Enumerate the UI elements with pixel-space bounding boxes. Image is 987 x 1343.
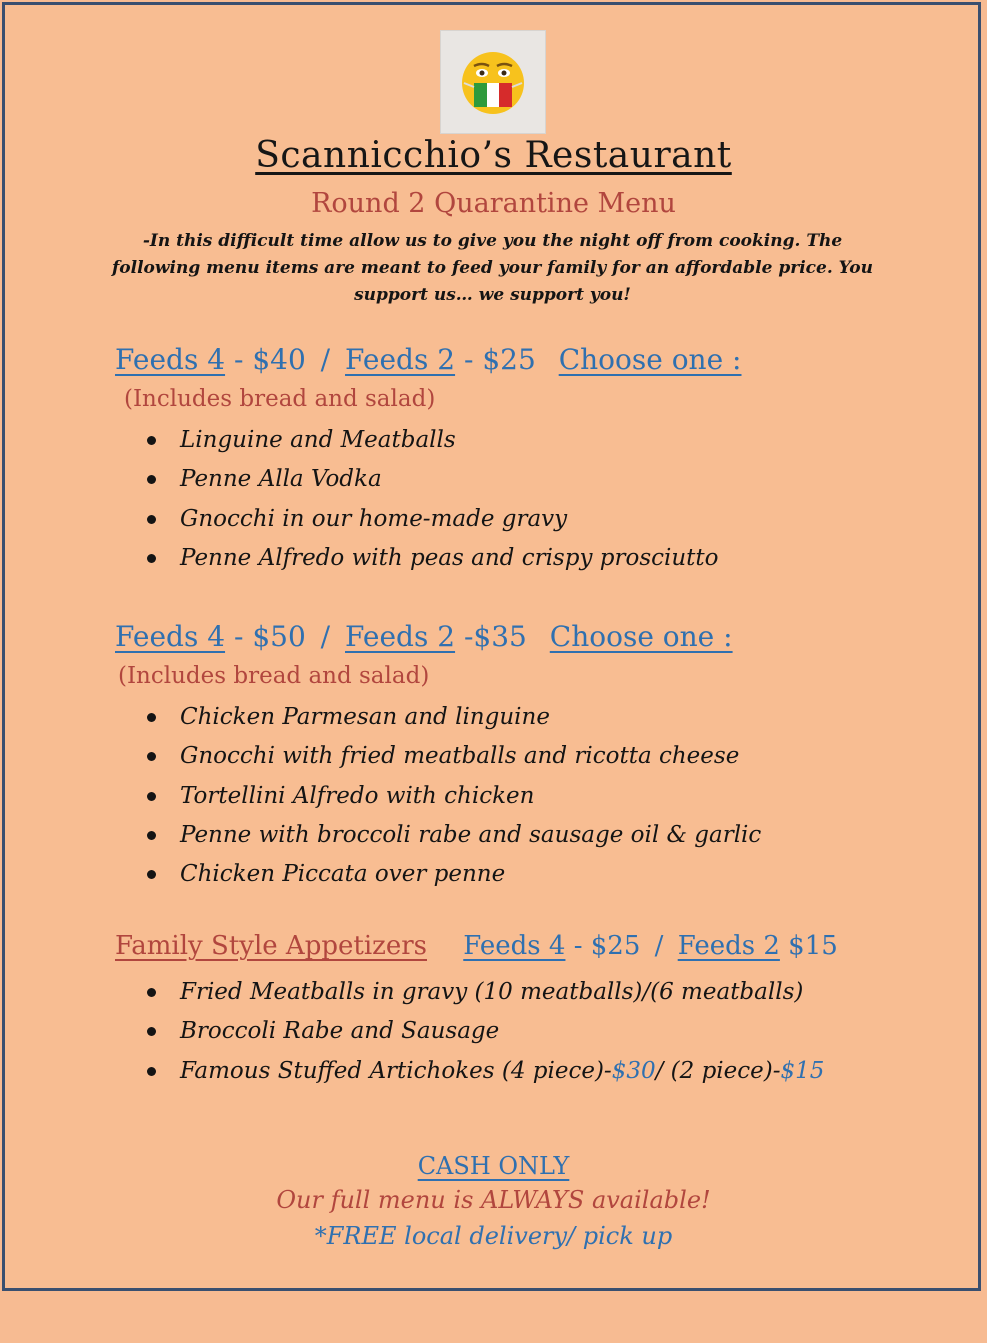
list-item: Penne with broccoli rabe and sausage oil & garlic (147, 816, 761, 855)
section1-feeds2: Feeds 2 (345, 343, 456, 376)
artichoke-text-a: Famous Stuffed Artichokes (4 piece)- (180, 1057, 612, 1084)
bottom-strip (0, 1298, 987, 1343)
logo (440, 30, 546, 134)
section1-heading (115, 343, 742, 376)
list-item (147, 1052, 824, 1091)
list-item: Chicken Piccata over penne (147, 855, 761, 894)
cash-only-notice: CASH ONLY (417, 1152, 570, 1180)
section3-heading (115, 931, 838, 961)
section2-heading (115, 620, 733, 653)
masked-face-italian-flag-icon (441, 31, 545, 133)
section3-list (147, 973, 824, 1091)
section2-feeds2: Feeds 2 (345, 620, 456, 653)
section1-feeds4: Feeds 4 (115, 343, 226, 376)
section2-price4: - $50 (233, 620, 306, 653)
section3-feeds2: Feeds 2 (677, 931, 780, 961)
list-item: Gnocchi in our home-made gravy (147, 500, 719, 539)
list-item: Penne Alla Vodka (147, 460, 719, 499)
section3-separator: / (654, 931, 664, 961)
section1-list (147, 421, 719, 578)
list-item: Fried Meatballs in gravy (10 meatballs)/(6 meatballs) (147, 973, 824, 1012)
menu-subtitle: Round 2 Quarantine Menu (311, 188, 676, 219)
page-title: Scannicchio’s Restaurant (255, 135, 732, 176)
section3-price4: - $25 (573, 931, 641, 961)
section1-note: (Includes bread and salad) (124, 386, 436, 412)
section2-separator: / (320, 620, 331, 653)
artichoke-price-4: $30 (611, 1057, 656, 1084)
section3-title: Family Style Appetizers (115, 931, 427, 961)
section2-list (147, 698, 761, 894)
list-item: Penne Alfredo with peas and crispy prosciutto (147, 539, 719, 578)
section1-choose: Choose one : (558, 343, 742, 376)
delivery-notice: *FREE local delivery/ pick up (314, 1222, 673, 1250)
section2-price2: -$35 (463, 620, 527, 653)
section2-choose: Choose one : (549, 620, 733, 653)
section1-price2: - $25 (463, 343, 536, 376)
list-item: Linguine and Meatballs (147, 421, 719, 460)
list-item: Tortellini Alfredo with chicken (147, 777, 761, 816)
section1-price4: - $40 (233, 343, 306, 376)
section2-feeds4: Feeds 4 (115, 620, 226, 653)
artichoke-text-b: / (2 piece)- (655, 1057, 781, 1084)
full-menu-notice: Our full menu is ALWAYS available! (276, 1186, 711, 1214)
section3-feeds4: Feeds 4 (463, 931, 566, 961)
list-item: Gnocchi with fried meatballs and ricotta cheese (147, 737, 761, 776)
section3-price2: $15 (788, 931, 838, 961)
section1-separator: / (320, 343, 331, 376)
list-item: Broccoli Rabe and Sausage (147, 1012, 824, 1051)
section2-note: (Includes bread and salad) (118, 663, 430, 689)
list-item: Chicken Parmesan and linguine (147, 698, 761, 737)
artichoke-price-2: $15 (780, 1057, 825, 1084)
intro-text: -In this difficult time allow us to give you the night off from cooking. The following menu items are meant to feed your family for an affordable price. You support us… we support you! (111, 231, 874, 305)
